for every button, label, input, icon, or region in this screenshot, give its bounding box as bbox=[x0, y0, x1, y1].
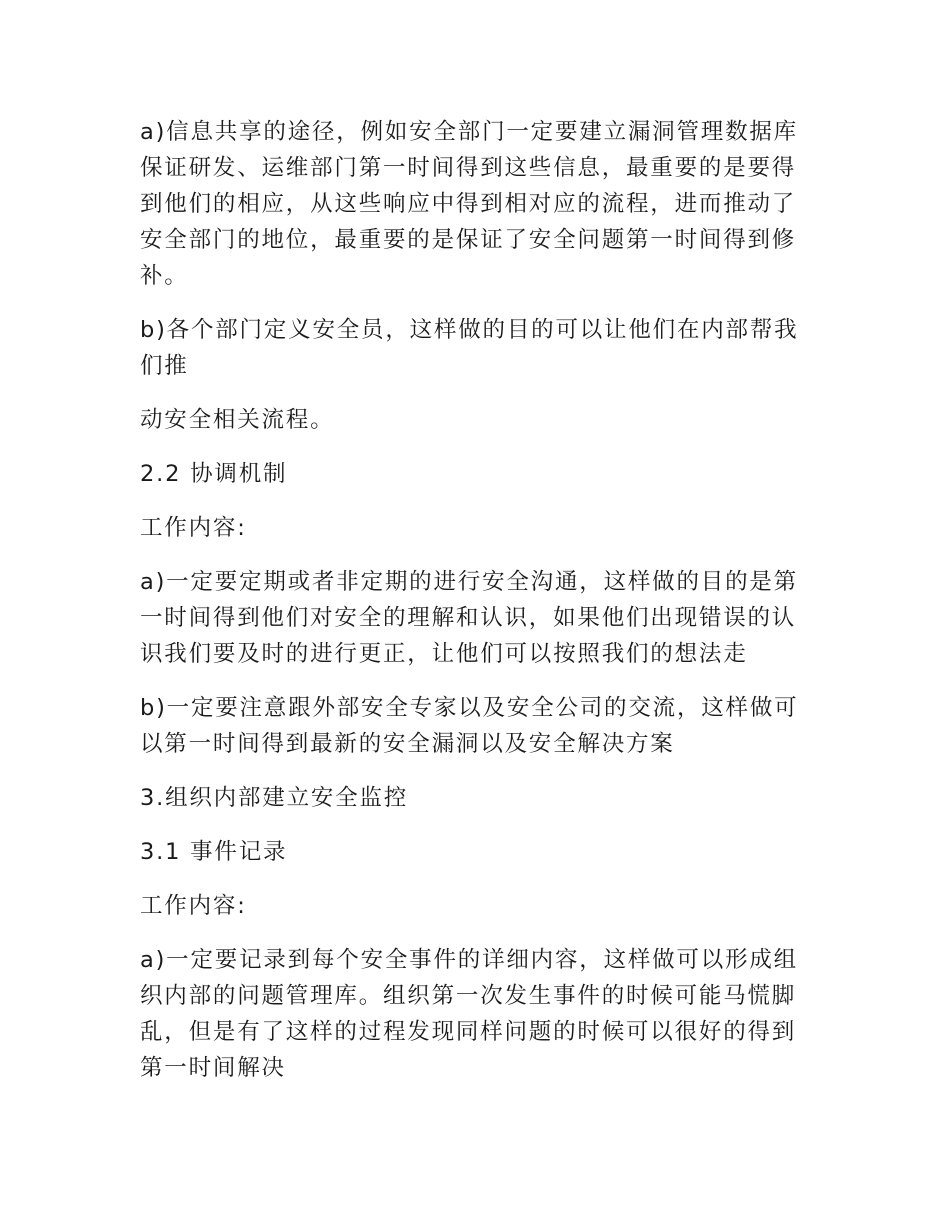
label-work-content: 工作内容: bbox=[140, 515, 247, 541]
paragraph-security-officer: b)各个部门定义安全员，这样做的目的可以让他们在内部帮我们推 bbox=[140, 317, 799, 379]
heading-coordination-mechanism: 2.2 协调机制 bbox=[140, 461, 288, 487]
paragraph-incident-records: a)一定要记录到每个安全事件的详细内容，这样做可以形成组织内部的问题管理库。组织第一次发生事件的时候可能马慌脚乱，但是有了这样的过程发现同样问题的时候可以很好的得到第一时间解决 bbox=[140, 947, 798, 1081]
label-work-content: 工作内容: bbox=[140, 893, 247, 919]
paragraph-external-exchange: b)一定要注意跟外部安全专家以及安全公司的交流，这样做可以第一时间得到最新的安全漏洞以及安全解决方案 bbox=[140, 695, 799, 757]
paragraph-security-communication: a)一定要定期或者非定期的进行安全沟通，这样做的目的是第一时间得到他们对安全的理解和认识，如果他们出现错误的认识我们要及时的进行更正，让他们可以按照我们的想法走 bbox=[140, 569, 798, 667]
heading-internal-monitoring: 3.组织内部建立安全监控 bbox=[140, 785, 409, 811]
paragraph-security-officer-cont: 动安全相关流程。 bbox=[140, 407, 335, 433]
document-page bbox=[140, 114, 808, 1104]
heading-event-logging: 3.1 事件记录 bbox=[140, 839, 288, 865]
paragraph-info-sharing: a)信息共享的途径，例如安全部门一定要建立漏洞管理数据库保证研发、运维部门第一时间得到这些信息，最重要的是要得到他们的相应，从这些响应中得到相对应的流程，进而推动了安全部门的地位，最重要的是保证了安全问题第一时间得到修补。 bbox=[140, 119, 798, 289]
